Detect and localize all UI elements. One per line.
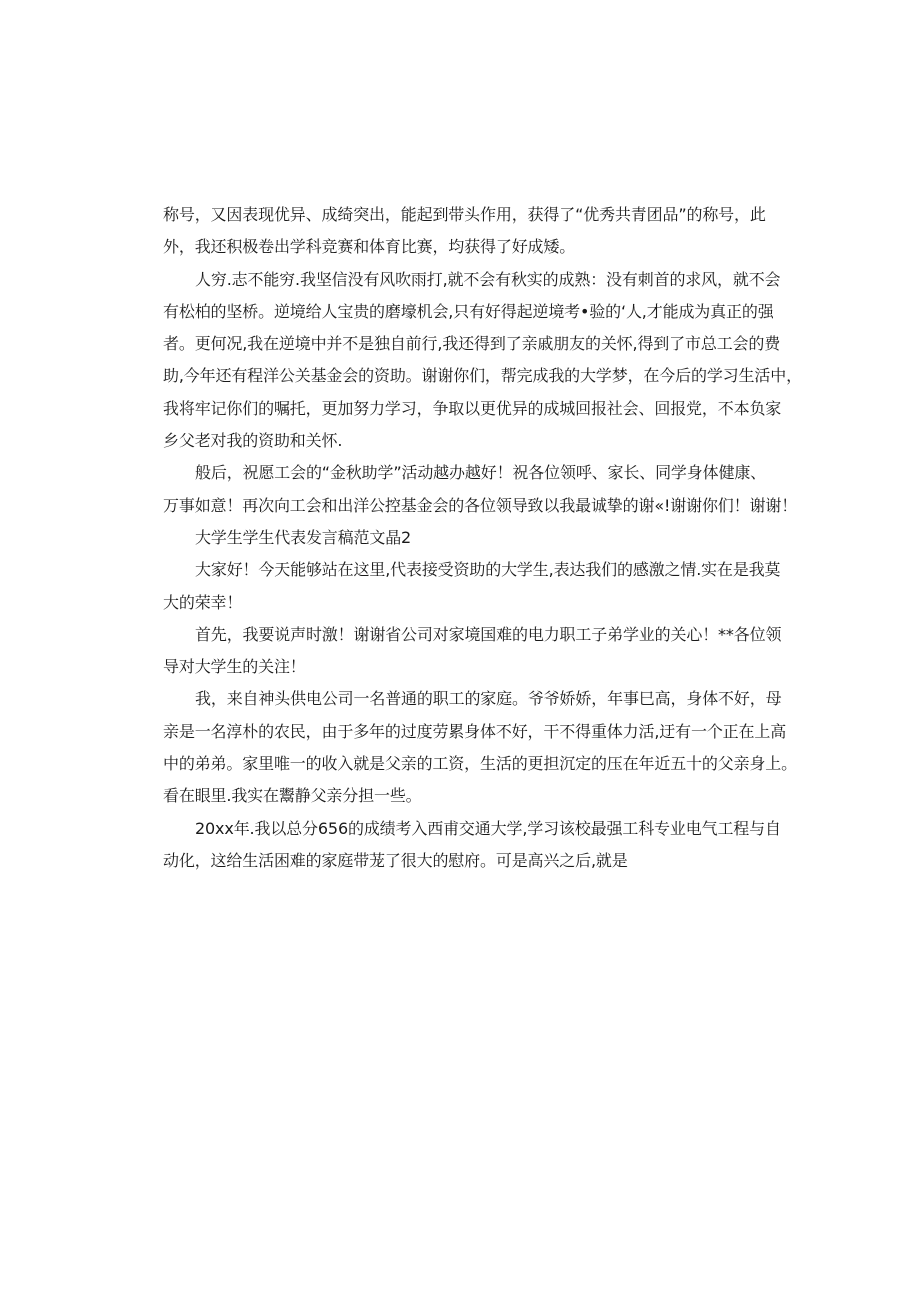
paragraph-first-line: 般后，祝愿工会的“金秋助学”活动越办越好！祝各位领呼、家长、同学身体健康、 <box>195 463 767 483</box>
paragraph-first-line: 我，来自神头供电公司一名普通的职工的家庭。爷爷娇娇，年事巳高，身体不好，母 <box>195 689 782 709</box>
section-heading: 大学生学生代表发言稿范文晶2 <box>195 527 412 547</box>
paragraph-first-line: 首先，我要说声时激！谢谢省公司对家境国难的电力职工子弟学业的关心！**各位领 <box>195 624 782 644</box>
text-line: 中的弟弟。家里唯一的收入就是父亲的工资，生活的更担沉定的压在年近五十的父亲身上。 <box>163 754 798 774</box>
text-line: 者。更何况,我在逆境中并不是独自前行,我还得到了亲戚朋友的关怀,得到了市总工会的费 <box>163 334 781 354</box>
paragraph-first-line: 人穷.志不能穷.我坚信没有风吹雨打,就不会有秋实的成熟：没有刺首的求风，就不会 <box>195 269 781 289</box>
text-line: 外，我还积极卷出学科竞赛和体育比赛，均获得了好成矮。 <box>163 237 576 257</box>
text-line: 有松柏的坚桥。逆境给人宝贵的磨壕机会,只有好得起逆境考•验的‘人,才能成为真正的强 <box>163 301 774 321</box>
text-line: 万事如意！再次向工会和出洋公控基金会的各位领导致以我最诚挚的谢«!谢谢你们！谢谢！ <box>163 495 798 515</box>
text-line: 称号，又因表现优异、成绮突出，能起到带头作用，获得了“优秀共青团品”的称号，此 <box>163 205 766 224</box>
text-line: 导对大学生的关注！ <box>163 657 306 677</box>
text-line: 看在眼里.我实在鬻静父亲分担一些。 <box>163 786 422 806</box>
document-body <box>163 199 802 877</box>
text-line: 动化，这给生活困难的家庭带茏了很大的慰府。可是高兴之后,就是 <box>163 850 628 870</box>
text-line: 亲是一名淳朴的农民，由于多年的过度劳累身体不好，干不得重体力活,迂有一个正在上高 <box>163 721 787 741</box>
paragraph-first-line: 大家好！今天能够站在这里,代表接受资助的大学生,表达我们的感激之情.实在是我莫 <box>195 560 781 580</box>
paragraph-first-line: 20xx年.我以总分656的成绩考入西甫交通大学,学习该校最强工科专业电气工程与自 <box>195 818 781 838</box>
text-line: 助,今年还有程洋公关基金会的资助。谢谢你们，帮完成我的大学梦，在今后的学习生活中， <box>163 366 802 386</box>
text-line: 乡父老对我的资助和关怀. <box>163 431 343 451</box>
text-line: 我将牢记你们的嘱托，更加努力学习，争取以更优异的成城回报社会、回报党，不本负家 <box>163 398 782 418</box>
text-line: 大的荣幸！ <box>163 592 243 612</box>
